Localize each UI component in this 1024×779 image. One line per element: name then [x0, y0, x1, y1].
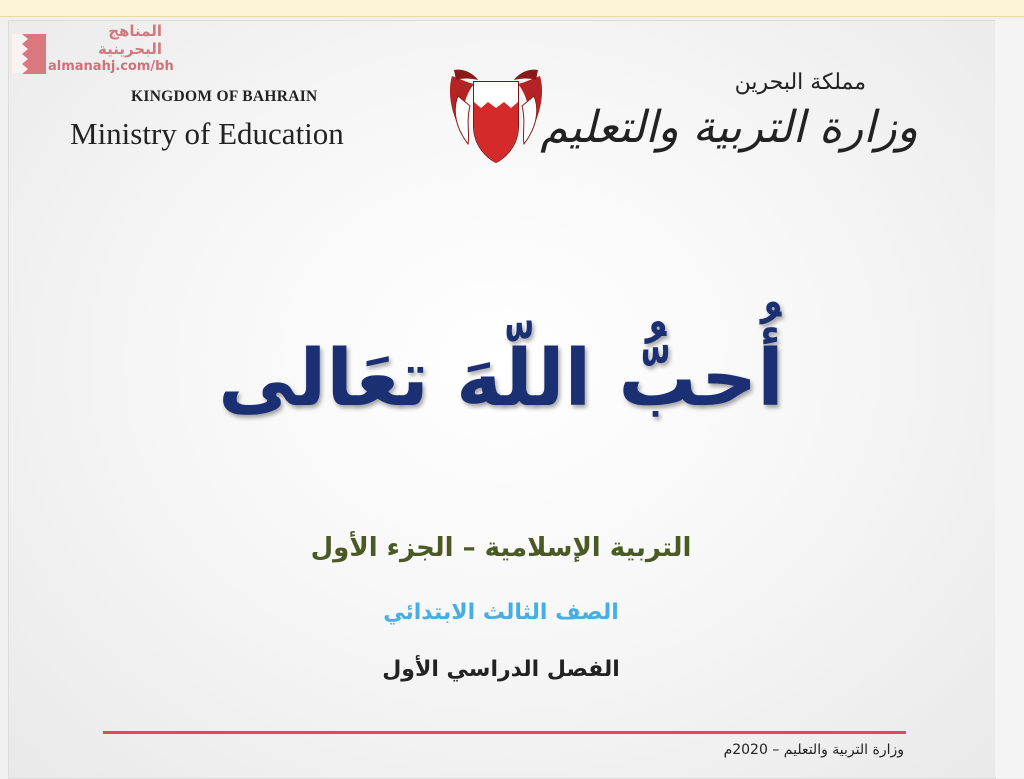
almanahj-watermark: [10, 22, 180, 78]
subject-heading: التربية الإسلامية – الجزء الأول: [310, 533, 692, 563]
watermark-url: almanahj.com/bh: [48, 59, 174, 74]
bahrain-flag-icon: [12, 34, 46, 74]
ministry-ar-calligraphy: وزارة التربية والتعليم: [540, 102, 918, 153]
bahrain-emblem-icon: [444, 66, 548, 166]
kingdom-ar-label: مملكة البحرين: [734, 70, 866, 95]
lesson-title: أُحبُّ اللّهَ تعَالى: [218, 334, 784, 424]
watermark-line1: المناهج: [108, 22, 162, 40]
top-notification-strip: [0, 0, 1024, 17]
watermark-line2: البحرينية: [97, 40, 162, 58]
ministry-en-label: Ministry of Education: [70, 116, 344, 151]
right-edge-gutter: [995, 20, 1024, 777]
kingdom-en-label: KINGDOM OF BAHRAIN: [131, 88, 318, 105]
footer-divider: [103, 731, 906, 734]
grade-heading: الصف الثالث الابتدائي: [383, 600, 619, 625]
footer-copyright: وزارة التربية والتعليم – 2020م: [723, 742, 904, 758]
term-heading: الفصل الدراسي الأول: [382, 657, 620, 682]
